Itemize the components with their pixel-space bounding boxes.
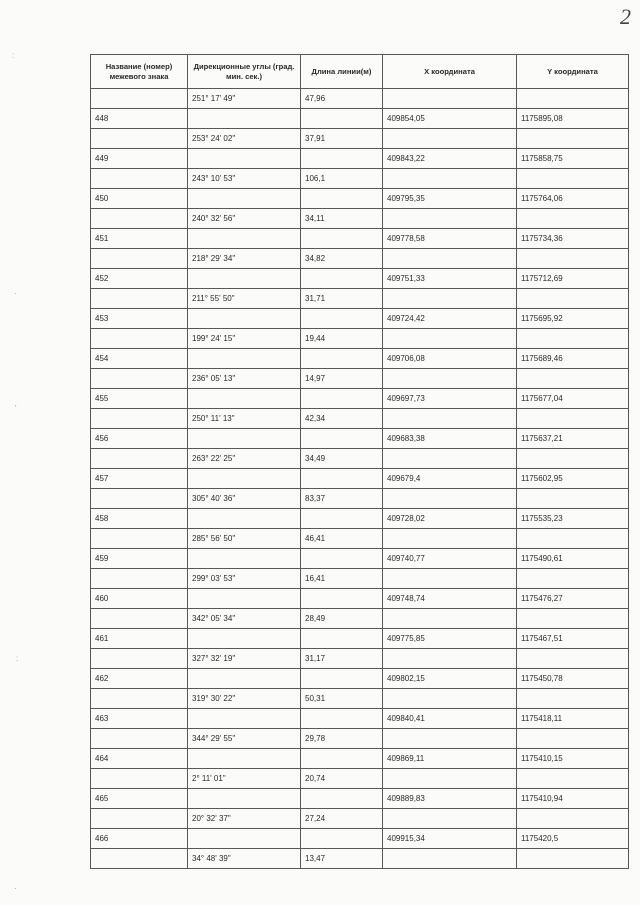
empty-cell <box>301 309 383 329</box>
empty-cell <box>91 449 188 469</box>
direction-angle-cell: 342° 05' 34" <box>188 609 301 629</box>
empty-cell <box>91 569 188 589</box>
table-row <box>91 269 629 289</box>
empty-cell <box>383 809 517 829</box>
empty-cell <box>517 489 629 509</box>
direction-angle-cell: 211° 55' 50" <box>188 289 301 309</box>
empty-cell <box>383 89 517 109</box>
empty-cell <box>91 289 188 309</box>
empty-cell <box>301 349 383 369</box>
table-row <box>91 689 629 709</box>
empty-cell <box>383 649 517 669</box>
x-coordinate-cell: 409751,33 <box>383 269 517 289</box>
direction-angle-cell: 199° 24' 15" <box>188 329 301 349</box>
x-coordinate-cell: 409740,77 <box>383 549 517 569</box>
x-coordinate-cell: 409795,35 <box>383 189 517 209</box>
empty-cell <box>188 349 301 369</box>
empty-cell <box>91 169 188 189</box>
empty-cell <box>517 849 629 869</box>
empty-cell <box>517 209 629 229</box>
empty-cell <box>91 609 188 629</box>
direction-angle-cell: 305° 40' 36" <box>188 489 301 509</box>
x-coordinate-cell: 409706,08 <box>383 349 517 369</box>
scan-speck: : <box>12 51 15 60</box>
page-number-mark: 2 <box>620 4 631 29</box>
empty-cell <box>517 769 629 789</box>
empty-cell <box>383 849 517 869</box>
marker-name-cell: 458 <box>91 509 188 529</box>
direction-angle-cell: 20° 32' 37" <box>188 809 301 829</box>
table-row <box>91 309 629 329</box>
marker-name-cell: 463 <box>91 709 188 729</box>
empty-cell <box>188 549 301 569</box>
empty-cell <box>383 329 517 349</box>
direction-angle-cell: 218° 29' 34" <box>188 249 301 269</box>
empty-cell <box>301 509 383 529</box>
marker-name-cell: 457 <box>91 469 188 489</box>
empty-cell <box>301 589 383 609</box>
empty-cell <box>383 369 517 389</box>
table-row <box>91 469 629 489</box>
x-coordinate-cell: 409748,74 <box>383 589 517 609</box>
table-row <box>91 509 629 529</box>
empty-cell <box>383 769 517 789</box>
direction-angle-cell: 251° 17' 49" <box>188 89 301 109</box>
x-coordinate-cell: 409869,11 <box>383 749 517 769</box>
direction-angle-cell: 327° 32' 19" <box>188 649 301 669</box>
x-coordinate-cell: 409889,83 <box>383 789 517 809</box>
marker-name-cell: 448 <box>91 109 188 129</box>
table-row <box>91 749 629 769</box>
empty-cell <box>91 489 188 509</box>
empty-cell <box>91 649 188 669</box>
x-coordinate-cell: 409802,15 <box>383 669 517 689</box>
x-coordinate-cell: 409683,38 <box>383 429 517 449</box>
y-coordinate-cell: 1175490,61 <box>517 549 629 569</box>
empty-cell <box>91 849 188 869</box>
empty-cell <box>383 249 517 269</box>
table-row <box>91 149 629 169</box>
empty-cell <box>91 689 188 709</box>
empty-cell <box>91 369 188 389</box>
y-coordinate-cell: 1175895,08 <box>517 109 629 129</box>
empty-cell <box>91 329 188 349</box>
marker-name-cell: 459 <box>91 549 188 569</box>
empty-cell <box>383 489 517 509</box>
direction-angle-cell: 250° 11' 13" <box>188 409 301 429</box>
table-row <box>91 729 629 749</box>
header-marker-name: Название (номер) межевого знака <box>91 55 188 89</box>
empty-cell <box>301 669 383 689</box>
empty-cell <box>383 129 517 149</box>
x-coordinate-cell: 409778,58 <box>383 229 517 249</box>
scan-speck: ' <box>15 404 17 413</box>
line-length-cell: 83,37 <box>301 489 383 509</box>
empty-cell <box>301 829 383 849</box>
table-row <box>91 109 629 129</box>
empty-cell <box>517 649 629 669</box>
empty-cell <box>517 529 629 549</box>
y-coordinate-cell: 1175410,94 <box>517 789 629 809</box>
direction-angle-cell: 2° 11' 01" <box>188 769 301 789</box>
direction-angle-cell: 253° 24' 02" <box>188 129 301 149</box>
line-length-cell: 42,34 <box>301 409 383 429</box>
table-row <box>91 449 629 469</box>
table-row <box>91 609 629 629</box>
empty-cell <box>301 229 383 249</box>
empty-cell <box>91 129 188 149</box>
empty-cell <box>188 469 301 489</box>
empty-cell <box>517 729 629 749</box>
y-coordinate-cell: 1175602,95 <box>517 469 629 489</box>
empty-cell <box>91 249 188 269</box>
empty-cell <box>517 369 629 389</box>
marker-name-cell: 464 <box>91 749 188 769</box>
empty-cell <box>188 269 301 289</box>
x-coordinate-cell: 409697,73 <box>383 389 517 409</box>
table-row <box>91 669 629 689</box>
marker-name-cell: 449 <box>91 149 188 169</box>
line-length-cell: 34,11 <box>301 209 383 229</box>
direction-angle-cell: 319° 30' 22" <box>188 689 301 709</box>
line-length-cell: 50,31 <box>301 689 383 709</box>
x-coordinate-cell: 409775,85 <box>383 629 517 649</box>
y-coordinate-cell: 1175764,06 <box>517 189 629 209</box>
empty-cell <box>517 89 629 109</box>
line-length-cell: 47,96 <box>301 89 383 109</box>
empty-cell <box>91 209 188 229</box>
empty-cell <box>91 409 188 429</box>
table-row <box>91 489 629 509</box>
line-length-cell: 34,82 <box>301 249 383 269</box>
empty-cell <box>517 129 629 149</box>
line-length-cell: 29,78 <box>301 729 383 749</box>
empty-cell <box>188 709 301 729</box>
empty-cell <box>383 529 517 549</box>
scan-speck: · <box>14 289 17 298</box>
line-length-cell: 20,74 <box>301 769 383 789</box>
empty-cell <box>188 389 301 409</box>
y-coordinate-cell: 1175410,15 <box>517 749 629 769</box>
empty-cell <box>91 529 188 549</box>
empty-cell <box>188 149 301 169</box>
empty-cell <box>517 249 629 269</box>
empty-cell <box>383 409 517 429</box>
direction-angle-cell: 299° 03' 53" <box>188 569 301 589</box>
empty-cell <box>517 169 629 189</box>
direction-angle-cell: 263° 22' 25" <box>188 449 301 469</box>
y-coordinate-cell: 1175712,69 <box>517 269 629 289</box>
empty-cell <box>383 689 517 709</box>
x-coordinate-cell: 409728,02 <box>383 509 517 529</box>
header-direction-angle: Дирекционные углы (град. мин. сек.) <box>188 55 301 89</box>
direction-angle-cell: 34° 48' 39" <box>188 849 301 869</box>
direction-angle-cell: 344° 29' 55" <box>188 729 301 749</box>
empty-cell <box>301 109 383 129</box>
scan-speck: · <box>14 884 17 893</box>
x-coordinate-cell: 409840,41 <box>383 709 517 729</box>
empty-cell <box>188 669 301 689</box>
table-row <box>91 89 629 109</box>
table-row <box>91 529 629 549</box>
table-row <box>91 169 629 189</box>
table-row <box>91 229 629 249</box>
empty-cell <box>91 809 188 829</box>
table-row <box>91 369 629 389</box>
table-body <box>91 89 629 869</box>
header-line-length: Длина линии(м) <box>301 55 383 89</box>
empty-cell <box>301 749 383 769</box>
table-row <box>91 629 629 649</box>
empty-cell <box>91 729 188 749</box>
x-coordinate-cell: 409724,42 <box>383 309 517 329</box>
empty-cell <box>383 569 517 589</box>
table-row <box>91 289 629 309</box>
y-coordinate-cell: 1175467,51 <box>517 629 629 649</box>
marker-name-cell: 462 <box>91 669 188 689</box>
y-coordinate-cell: 1175476,27 <box>517 589 629 609</box>
y-coordinate-cell: 1175450,78 <box>517 669 629 689</box>
empty-cell <box>301 269 383 289</box>
empty-cell <box>383 729 517 749</box>
empty-cell <box>301 189 383 209</box>
y-coordinate-cell: 1175734,36 <box>517 229 629 249</box>
empty-cell <box>301 149 383 169</box>
table-row <box>91 329 629 349</box>
direction-angle-cell: 243° 10' 53" <box>188 169 301 189</box>
table-row <box>91 649 629 669</box>
scan-speck: : <box>16 654 19 663</box>
header-y-coordinate: Y координата <box>517 55 629 89</box>
empty-cell <box>301 429 383 449</box>
empty-cell <box>301 549 383 569</box>
line-length-cell: 37,91 <box>301 129 383 149</box>
marker-name-cell: 450 <box>91 189 188 209</box>
line-length-cell: 27,24 <box>301 809 383 829</box>
x-coordinate-cell: 409679,4 <box>383 469 517 489</box>
empty-cell <box>188 829 301 849</box>
empty-cell <box>188 509 301 529</box>
empty-cell <box>383 289 517 309</box>
marker-name-cell: 453 <box>91 309 188 329</box>
table-row <box>91 789 629 809</box>
header-x-coordinate: X координата <box>383 55 517 89</box>
empty-cell <box>517 569 629 589</box>
y-coordinate-cell: 1175535,23 <box>517 509 629 529</box>
table-row <box>91 769 629 789</box>
table-row <box>91 189 629 209</box>
empty-cell <box>188 629 301 649</box>
direction-angle-cell: 285° 56' 50" <box>188 529 301 549</box>
empty-cell <box>517 809 629 829</box>
marker-name-cell: 456 <box>91 429 188 449</box>
empty-cell <box>188 229 301 249</box>
empty-cell <box>188 429 301 449</box>
marker-name-cell: 455 <box>91 389 188 409</box>
marker-name-cell: 460 <box>91 589 188 609</box>
empty-cell <box>188 789 301 809</box>
table-row <box>91 549 629 569</box>
empty-cell <box>301 389 383 409</box>
marker-name-cell: 452 <box>91 269 188 289</box>
table-row <box>91 129 629 149</box>
marker-name-cell: 454 <box>91 349 188 369</box>
line-length-cell: 13,47 <box>301 849 383 869</box>
empty-cell <box>301 789 383 809</box>
table-row <box>91 349 629 369</box>
empty-cell <box>517 289 629 309</box>
coordinates-table <box>90 54 629 869</box>
table-row <box>91 389 629 409</box>
empty-cell <box>301 469 383 489</box>
empty-cell <box>517 329 629 349</box>
table-row <box>91 849 629 869</box>
y-coordinate-cell: 1175858,75 <box>517 149 629 169</box>
y-coordinate-cell: 1175689,46 <box>517 349 629 369</box>
empty-cell <box>517 409 629 429</box>
empty-cell <box>383 209 517 229</box>
empty-cell <box>301 629 383 649</box>
empty-cell <box>188 189 301 209</box>
y-coordinate-cell: 1175695,92 <box>517 309 629 329</box>
table-row <box>91 709 629 729</box>
y-coordinate-cell: 1175637,21 <box>517 429 629 449</box>
empty-cell <box>517 609 629 629</box>
y-coordinate-cell: 1175677,04 <box>517 389 629 409</box>
table-row <box>91 249 629 269</box>
table-row <box>91 809 629 829</box>
table-row <box>91 589 629 609</box>
marker-name-cell: 466 <box>91 829 188 849</box>
marker-name-cell: 461 <box>91 629 188 649</box>
table-header-row <box>91 55 629 89</box>
empty-cell <box>188 589 301 609</box>
line-length-cell: 14,97 <box>301 369 383 389</box>
x-coordinate-cell: 409915,34 <box>383 829 517 849</box>
direction-angle-cell: 236° 05' 13" <box>188 369 301 389</box>
x-coordinate-cell: 409843,22 <box>383 149 517 169</box>
table-row <box>91 429 629 449</box>
empty-cell <box>188 109 301 129</box>
y-coordinate-cell: 1175420,5 <box>517 829 629 849</box>
empty-cell <box>91 89 188 109</box>
line-length-cell: 16,41 <box>301 569 383 589</box>
line-length-cell: 106,1 <box>301 169 383 189</box>
line-length-cell: 28,49 <box>301 609 383 629</box>
empty-cell <box>383 609 517 629</box>
x-coordinate-cell: 409854,05 <box>383 109 517 129</box>
empty-cell <box>91 769 188 789</box>
empty-cell <box>301 709 383 729</box>
empty-cell <box>383 449 517 469</box>
line-length-cell: 31,71 <box>301 289 383 309</box>
line-length-cell: 31,17 <box>301 649 383 669</box>
table-row <box>91 209 629 229</box>
marker-name-cell: 465 <box>91 789 188 809</box>
empty-cell <box>517 689 629 709</box>
table-row <box>91 569 629 589</box>
empty-cell <box>188 309 301 329</box>
direction-angle-cell: 240° 32' 56" <box>188 209 301 229</box>
empty-cell <box>383 169 517 189</box>
line-length-cell: 34,49 <box>301 449 383 469</box>
empty-cell <box>188 749 301 769</box>
y-coordinate-cell: 1175418,11 <box>517 709 629 729</box>
line-length-cell: 46,41 <box>301 529 383 549</box>
line-length-cell: 19,44 <box>301 329 383 349</box>
empty-cell <box>517 449 629 469</box>
table-row <box>91 409 629 429</box>
marker-name-cell: 451 <box>91 229 188 249</box>
table-row <box>91 829 629 849</box>
